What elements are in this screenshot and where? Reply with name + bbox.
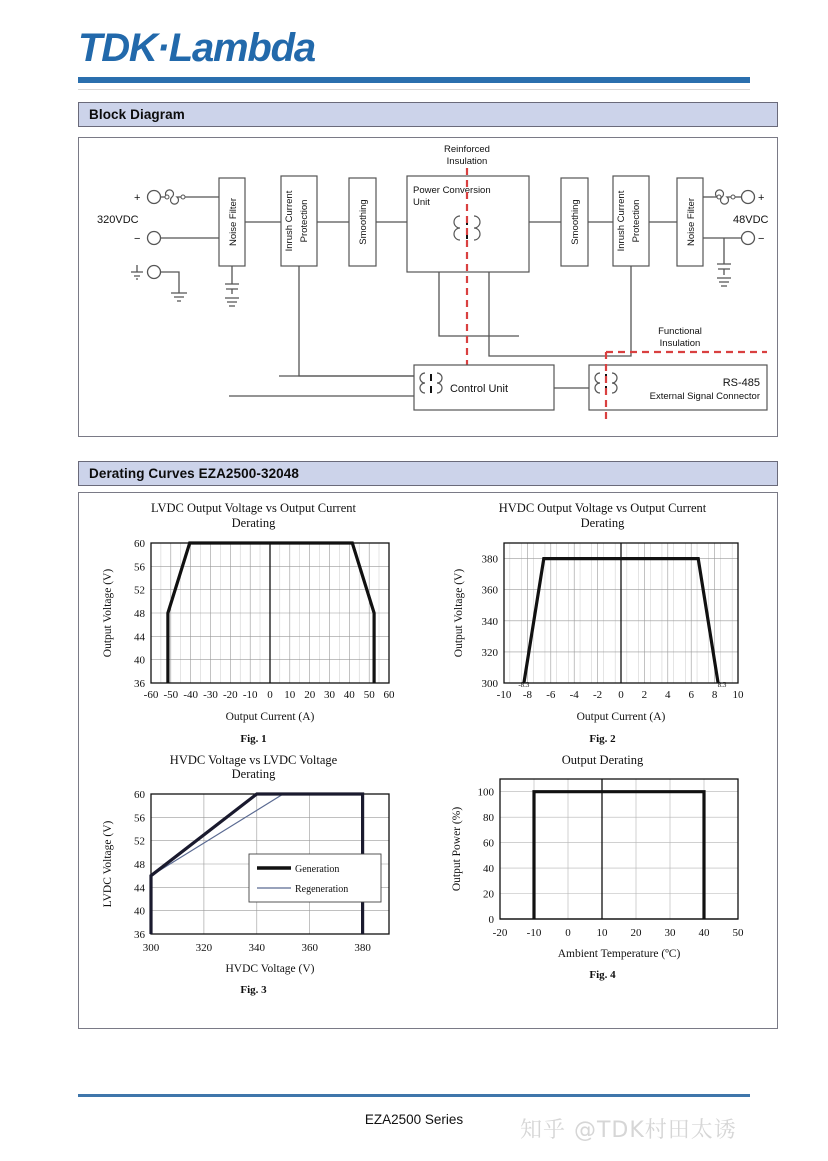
svg-text:10: 10 xyxy=(732,688,743,701)
rs485-label-2: External Signal Connector xyxy=(649,391,760,402)
svg-text:100: 100 xyxy=(477,786,494,799)
svg-text:60: 60 xyxy=(133,537,145,550)
input-minus-terminal xyxy=(148,232,161,245)
svg-text:320: 320 xyxy=(195,942,212,954)
input-plus-terminal xyxy=(148,191,161,204)
noise-filter-input-label: Noise Filter xyxy=(228,197,239,247)
header-rule xyxy=(78,77,750,83)
svg-text:40: 40 xyxy=(698,927,709,940)
svg-text:-4: -4 xyxy=(569,688,579,701)
section-header-derating xyxy=(78,461,778,486)
fig1-ytick-labels xyxy=(134,538,146,690)
figure-fig4 xyxy=(428,745,777,997)
svg-text:0: 0 xyxy=(564,927,571,940)
fig1-title-line1: LVDC Output Voltage vs Output Current xyxy=(151,501,356,515)
svg-text:44: 44 xyxy=(133,630,145,643)
block-smoothing-input xyxy=(349,178,376,266)
fig4-curve xyxy=(534,792,704,919)
svg-text:6: 6 xyxy=(687,688,694,701)
fig1-caption: Fig. 1 xyxy=(240,732,267,745)
fig4-xtick-labels xyxy=(492,927,743,939)
svg-text:52: 52 xyxy=(133,584,145,597)
svg-text:40: 40 xyxy=(133,905,145,918)
fig2-title-line1: HVDC Output Voltage vs Output Current xyxy=(498,501,707,515)
section-header-block-diagram xyxy=(78,102,778,127)
svg-text:320: 320 xyxy=(481,646,498,659)
block-rs485-connector xyxy=(589,365,767,410)
figure-fig3 xyxy=(79,745,428,997)
block-noise-filter-input xyxy=(219,178,245,306)
fig1-title-line2: Derating xyxy=(231,515,276,530)
inrush-input-label-1: Inrush Current xyxy=(284,190,295,252)
fig3-caption: Fig. 3 xyxy=(240,984,267,996)
svg-text:20: 20 xyxy=(482,888,494,901)
section-title-derating: Derating Curves EZA2500-32048 xyxy=(89,466,300,481)
figure-fig2 xyxy=(428,493,777,745)
svg-text:340: 340 xyxy=(481,615,498,628)
input-voltage-label: 320VDC xyxy=(97,214,139,226)
fig3-plot xyxy=(89,782,419,982)
svg-text:30: 30 xyxy=(323,688,335,701)
svg-text:-2: -2 xyxy=(592,688,602,701)
svg-text:2: 2 xyxy=(641,688,647,701)
input-minus-label: − xyxy=(134,233,141,245)
output-fuse-icon xyxy=(713,190,732,204)
inrush-input-label-2: Protection xyxy=(299,199,310,243)
svg-text:10: 10 xyxy=(596,927,607,940)
derating-curves-panel xyxy=(78,492,778,1029)
svg-text:-6: -6 xyxy=(545,688,555,701)
block-diagram-svg xyxy=(79,138,777,436)
fig1-xtick-labels xyxy=(143,689,394,701)
svg-text:360: 360 xyxy=(481,584,498,597)
svg-text:52: 52 xyxy=(133,835,145,848)
fig3-legend-label-generation: Generation xyxy=(294,864,339,875)
svg-text:40: 40 xyxy=(343,688,355,701)
svg-text:-10: -10 xyxy=(526,927,541,940)
out-fuse-node-left xyxy=(717,195,721,199)
svg-text:10: 10 xyxy=(283,688,295,701)
fig3-title-line2: Derating xyxy=(231,767,276,782)
fuse-node-left xyxy=(165,195,169,199)
inrush-output-label-1: Inrush Current xyxy=(616,190,627,252)
fig1-ylabel: Output Voltage (V) xyxy=(101,568,114,657)
svg-text:-30: -30 xyxy=(202,688,218,701)
svg-text:300: 300 xyxy=(142,942,159,954)
input-terminals xyxy=(97,190,219,301)
fig2-xtick-labels xyxy=(496,689,743,701)
figure-fig1 xyxy=(79,493,428,745)
svg-text:40: 40 xyxy=(133,654,145,667)
svg-text:380: 380 xyxy=(481,553,498,566)
svg-text:300: 300 xyxy=(481,677,498,690)
svg-text:56: 56 xyxy=(133,560,145,573)
control-unit-label: Control Unit xyxy=(449,383,509,395)
wire-inrush-in-to-control xyxy=(299,266,414,376)
svg-text:60: 60 xyxy=(133,789,145,801)
fig3-title-line1: HVDC Voltage vs LVDC Voltage xyxy=(169,752,338,767)
fig4-title-line1: Output Derating xyxy=(561,752,644,767)
fig2-caption: Fig. 2 xyxy=(589,732,616,745)
svg-text:60: 60 xyxy=(383,688,394,701)
smoothing-input-label: Smoothing xyxy=(358,199,369,245)
output-terminals xyxy=(703,190,769,286)
input-fuse-icon xyxy=(161,190,183,204)
reinforced-insulation-label-1: Reinforced xyxy=(444,144,490,155)
block-diagram-panel xyxy=(78,137,778,437)
output-plus-terminal xyxy=(742,191,755,204)
inrush-output-label-2: Protection xyxy=(631,199,642,243)
svg-text:0: 0 xyxy=(617,688,624,701)
svg-text:80: 80 xyxy=(482,812,494,825)
block-control-unit xyxy=(229,365,554,410)
zhihu-watermark: 知乎 @TDK村田太诱 xyxy=(520,1118,737,1143)
fig3-legend-label-regeneration: Regeneration xyxy=(294,884,348,895)
fig4-frame xyxy=(500,779,738,919)
svg-text:20: 20 xyxy=(630,927,641,940)
svg-text:44: 44 xyxy=(133,882,145,895)
svg-text:40: 40 xyxy=(482,863,494,876)
smoothing-output-label: Smoothing xyxy=(570,199,581,245)
fig2-title-line2: Derating xyxy=(580,515,625,530)
fig2-ylabel: Output Voltage (V) xyxy=(452,568,465,657)
fig3-ylabel: LVDC Voltage (V) xyxy=(101,820,114,908)
svg-text:360: 360 xyxy=(300,942,318,954)
svg-text:48: 48 xyxy=(133,607,145,620)
svg-text:60: 60 xyxy=(482,837,494,850)
fig4-vertical-gridlines xyxy=(500,779,738,919)
svg-text:-50: -50 xyxy=(162,688,178,701)
fig4-horizontal-gridlines xyxy=(500,779,738,919)
fig2-plot xyxy=(438,531,768,731)
svg-text:380: 380 xyxy=(353,942,371,954)
wire-inrush-out-to-control xyxy=(519,266,631,356)
svg-text:56: 56 xyxy=(133,812,145,825)
fig4-xlabel: Ambient Temperature (ºC) xyxy=(557,948,680,961)
fig3-title xyxy=(170,753,337,783)
functional-insulation-label-2: Insulation xyxy=(659,338,701,349)
rs485-label-1: RS-485 xyxy=(722,377,760,389)
svg-text:-10: -10 xyxy=(242,688,258,701)
svg-text:30: 30 xyxy=(664,927,675,940)
tdk-lambda-logo: TDK·Lambda xyxy=(78,26,315,70)
fig1-xlabel: Output Current (A) xyxy=(225,710,314,723)
output-minus-label: − xyxy=(758,233,765,245)
out-fuse-node-right xyxy=(731,195,735,199)
svg-text:0: 0 xyxy=(488,914,494,927)
fig4-caption: Fig. 4 xyxy=(589,969,616,982)
svg-text:-40: -40 xyxy=(182,688,198,701)
block-smoothing-output xyxy=(561,178,588,266)
svg-text:36: 36 xyxy=(133,677,145,690)
page-header xyxy=(78,28,750,90)
fig2-ytick-labels xyxy=(481,553,498,689)
wire-pcu-to-control xyxy=(439,272,519,336)
fig2-xlabel: Output Current (A) xyxy=(576,710,665,723)
output-voltage-label: 48VDC xyxy=(733,214,769,226)
noise-filter-output-label: Noise Filter xyxy=(686,197,697,247)
svg-text:-60: -60 xyxy=(143,688,158,701)
fig1-title xyxy=(151,501,356,531)
fig4-title xyxy=(562,753,644,768)
fig2-annotation-pos: 8.3 xyxy=(717,680,726,689)
footer-series-label: EZA2500 Series xyxy=(364,1112,464,1127)
input-earth-terminal xyxy=(131,265,187,301)
fig3-xlabel: HVDC Voltage (V) xyxy=(224,963,315,975)
fig1-plot xyxy=(89,531,419,731)
svg-text:50: 50 xyxy=(732,927,743,940)
svg-text:20: 20 xyxy=(303,688,315,701)
fig3-ytick-labels xyxy=(134,789,146,941)
svg-text:340: 340 xyxy=(248,942,265,954)
svg-text:-20: -20 xyxy=(222,688,238,701)
reinforced-insulation-label-2: Insulation xyxy=(446,156,488,167)
footer-rule xyxy=(78,1094,750,1097)
fuse-node-right xyxy=(181,195,185,199)
section-title-block-diagram: Block Diagram xyxy=(89,107,185,122)
svg-text:8: 8 xyxy=(711,688,717,701)
svg-text:50: 50 xyxy=(363,688,375,701)
functional-insulation-label-1: Functional xyxy=(658,326,702,337)
svg-text:36: 36 xyxy=(133,929,145,941)
block-inrush-input xyxy=(281,176,317,266)
input-plus-label: + xyxy=(134,192,141,204)
fig3-legend xyxy=(249,854,381,902)
svg-text:48: 48 xyxy=(133,859,145,871)
pcu-label-1: Power Conversion xyxy=(413,185,491,196)
fig4-plot xyxy=(438,767,768,967)
svg-text:4: 4 xyxy=(664,688,671,701)
fig4-ylabel: Output Power (%) xyxy=(450,807,463,892)
svg-text:-10: -10 xyxy=(496,688,511,701)
output-minus-terminal xyxy=(742,232,755,245)
fig2-title xyxy=(499,501,707,531)
header-rule-thin xyxy=(78,89,750,90)
block-noise-filter-output xyxy=(677,178,703,266)
output-plus-label: + xyxy=(758,192,765,204)
svg-text:-20: -20 xyxy=(492,927,507,940)
svg-text:0: 0 xyxy=(266,688,273,701)
wire-pcu-to-control2 xyxy=(489,272,519,356)
svg-text:-8: -8 xyxy=(522,688,532,701)
fig3-xtick-labels xyxy=(142,942,371,954)
fig4-ytick-labels xyxy=(477,787,494,926)
pcu-label-2: Unit xyxy=(413,197,430,208)
fig2-annotation-neg: -8.3 xyxy=(517,680,529,689)
